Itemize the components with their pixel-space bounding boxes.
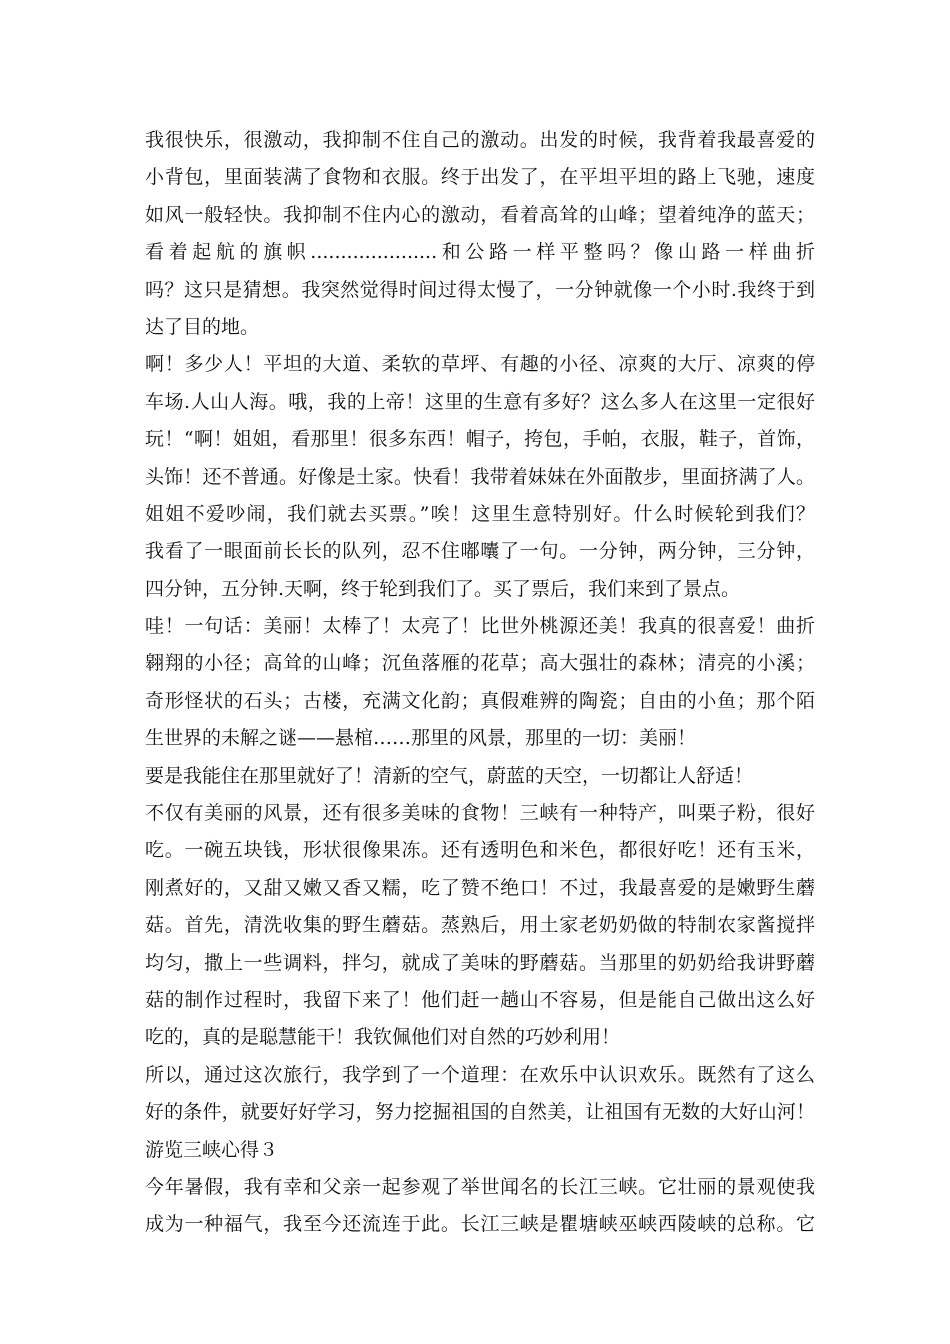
- text-line: 所以，通过这次旅行，我学到了一个道理：在欢乐中认识欢乐。既然有了这么: [145, 1063, 815, 1086]
- text-line: 要是我能住在那里就好了！清新的空气，蔚蓝的天空，一切都让人舒适！: [145, 764, 754, 787]
- text-line: 今年暑假，我有幸和父亲一起参观了举世闻名的长江三峡。它壮丽的景观使我: [145, 1175, 815, 1198]
- text-line: 啊！多少人！平坦的大道、柔软的草坪、有趣的小径、凉爽的大厅、凉爽的停: [145, 353, 815, 376]
- text-line: 刚煮好的，又甜又嫩又香又糯，吃了赞不绝口！不过，我最喜爱的是嫩野生蘑: [145, 876, 815, 899]
- text-line: 均匀，撒上一些调料，拌匀，就成了美味的野蘑菇。当那里的奶奶给我讲野蘑: [145, 951, 815, 974]
- section-heading: 游览三峡心得３: [145, 1138, 279, 1161]
- text-line: 玩！“啊！姐姐，看那里！很多东西！帽子，挎包，手帕，衣服，鞋子，首饰，: [145, 428, 815, 451]
- text-line: 奇形怪状的石头；古楼，充满文化韵；真假难辨的陶瓷；自由的小鱼；那个陌: [145, 689, 815, 712]
- text-line: 吃的，真的是聪慧能干！我钦佩他们对自然的巧妙利用！: [145, 1026, 621, 1049]
- document-body: [145, 122, 815, 1244]
- text-line: 菇。首先，清洗收集的野生蘑菇。蒸熟后，用土家老奶奶做的特制农家酱搅拌: [145, 914, 815, 937]
- text-line: 成为一种福气，我至今还流连于此。长江三峡是瞿塘峡巫峡西陵峡的总称。它: [145, 1213, 815, 1236]
- text-line: 菇的制作过程时，我留下来了！他们赶一趟山不容易，但是能自己做出这么好: [145, 988, 815, 1011]
- text-line: 看着起航的旗帜.....................和公路一样平整吗？像山路一样曲折: [145, 241, 815, 264]
- text-line: 我看了一眼面前长长的队列，忍不住嘟囔了一句。一分钟，两分钟，三分钟，: [145, 540, 815, 563]
- text-line: 吗？这只是猜想。我突然觉得时间过得太慢了，一分钟就像一个小时.我终于到: [145, 278, 815, 301]
- text-line: 姐姐不爱吵闹，我们就去买票。”唉！这里生意特别好。什么时候轮到我们？: [145, 502, 815, 525]
- text-line: 生世界的未解之谜——悬棺……那里的风景，那里的一切：美丽！: [145, 727, 697, 750]
- text-line: 吃。一碗五块钱，形状很像果冻。还有透明色和米色，都很好吃！还有玉米，: [145, 839, 815, 862]
- text-line: 头饰！还不普通。好像是土家。快看！我带着妹妹在外面散步，里面挤满了人。: [145, 465, 815, 488]
- text-line: 翱翔的小径；高耸的山峰；沉鱼落雁的花草；高大强壮的森林；清亮的小溪；: [145, 652, 815, 675]
- text-line: 四分钟，五分钟.天啊，终于轮到我们了。买了票后，我们来到了景点。: [145, 577, 741, 600]
- text-line: 达了目的地。: [145, 315, 260, 338]
- text-line: 好的条件，就要好好学习，努力挖掘祖国的自然美，让祖国有无数的大好山河！: [145, 1101, 815, 1124]
- text-line: 不仅有美丽的风景，还有很多美味的食物！三峡有一种特产，叫栗子粉，很好: [145, 802, 815, 825]
- text-line: 我很快乐，很激动，我抑制不住自己的激动。出发的时候，我背着我最喜爱的: [145, 129, 815, 151]
- text-line: 哇！一句话：美丽！太棒了！太亮了！比世外桃源还美！我真的很喜爱！曲折: [145, 615, 815, 638]
- text-line: 小背包，里面装满了食物和衣服。终于出发了，在平坦平坦的路上飞驰，速度: [145, 166, 815, 189]
- text-line: 车场.人山人海。哦，我的上帝！这里的生意有多好？这么多人在这里一定很好: [145, 390, 815, 413]
- text-line: 如风一般轻快。我抑制不住内心的激动，看着高耸的山峰；望着纯净的蓝天；: [145, 203, 815, 226]
